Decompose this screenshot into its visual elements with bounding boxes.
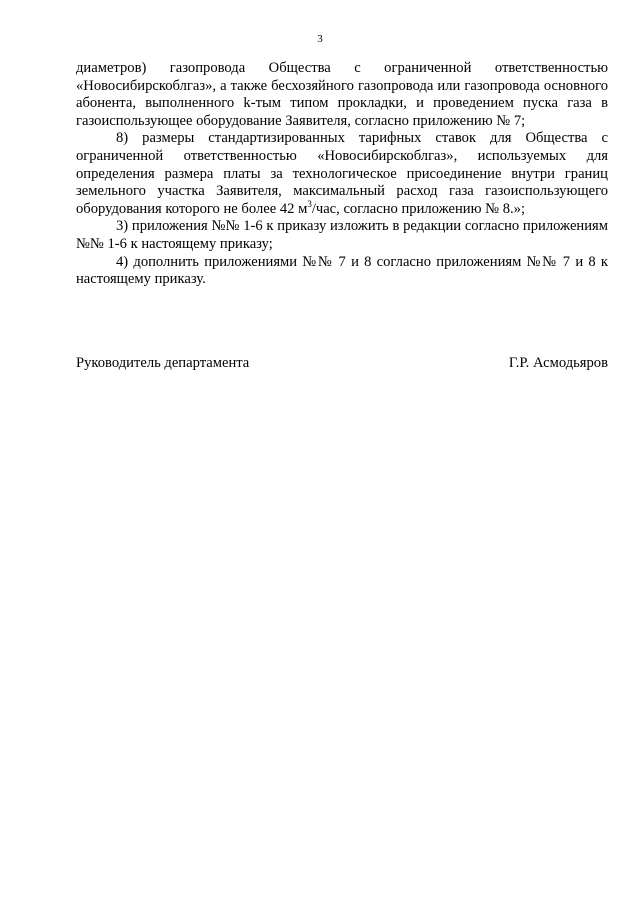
superscript-unit: 3 — [307, 198, 312, 209]
paragraph-item-8 — [76, 130, 608, 218]
paragraph-item-8-text: 8) размеры стандартизированных тарифных ставок для Общества с ограниченной ответственностью «Новосибирскоблгаз», используемых для определения размера платы за технологическое присоединение внутри границ земельного участка Заявителя, максимальный расход газа газоиспользующего оборудования которого не более 42 м — [76, 130, 608, 217]
page-number: 3 — [317, 33, 323, 45]
signatory-position: Руководитель департамента — [76, 355, 250, 371]
document-body — [76, 60, 608, 289]
paragraph-item-3: 3) приложения №№ 1-6 к приказу изложить в редакции согласно приложениям №№ 1-6 к настоящему приказу; — [76, 218, 608, 252]
paragraph-item-4: 4) дополнить приложениями №№ 7 и 8 согласно приложениям №№ 7 и 8 к настоящему приказу. — [76, 253, 608, 288]
paragraph-item-8-tail: /час, согласно приложению № 8.»; — [311, 200, 526, 217]
signature-block — [76, 355, 608, 373]
signatory-name: Г.Р. Асмодьяров — [508, 355, 608, 371]
paragraph-continuation: диаметров) газопровода Общества с ограниченной ответственностью «Новосибирскоблгаз», а также бесхозяйного газопровода или газопровода основного абонента, выполненного k-тым типом прокладки, и проведением пуска газа в газоиспользующее оборудование Заявителя, согласно приложению № 7; — [76, 60, 608, 129]
